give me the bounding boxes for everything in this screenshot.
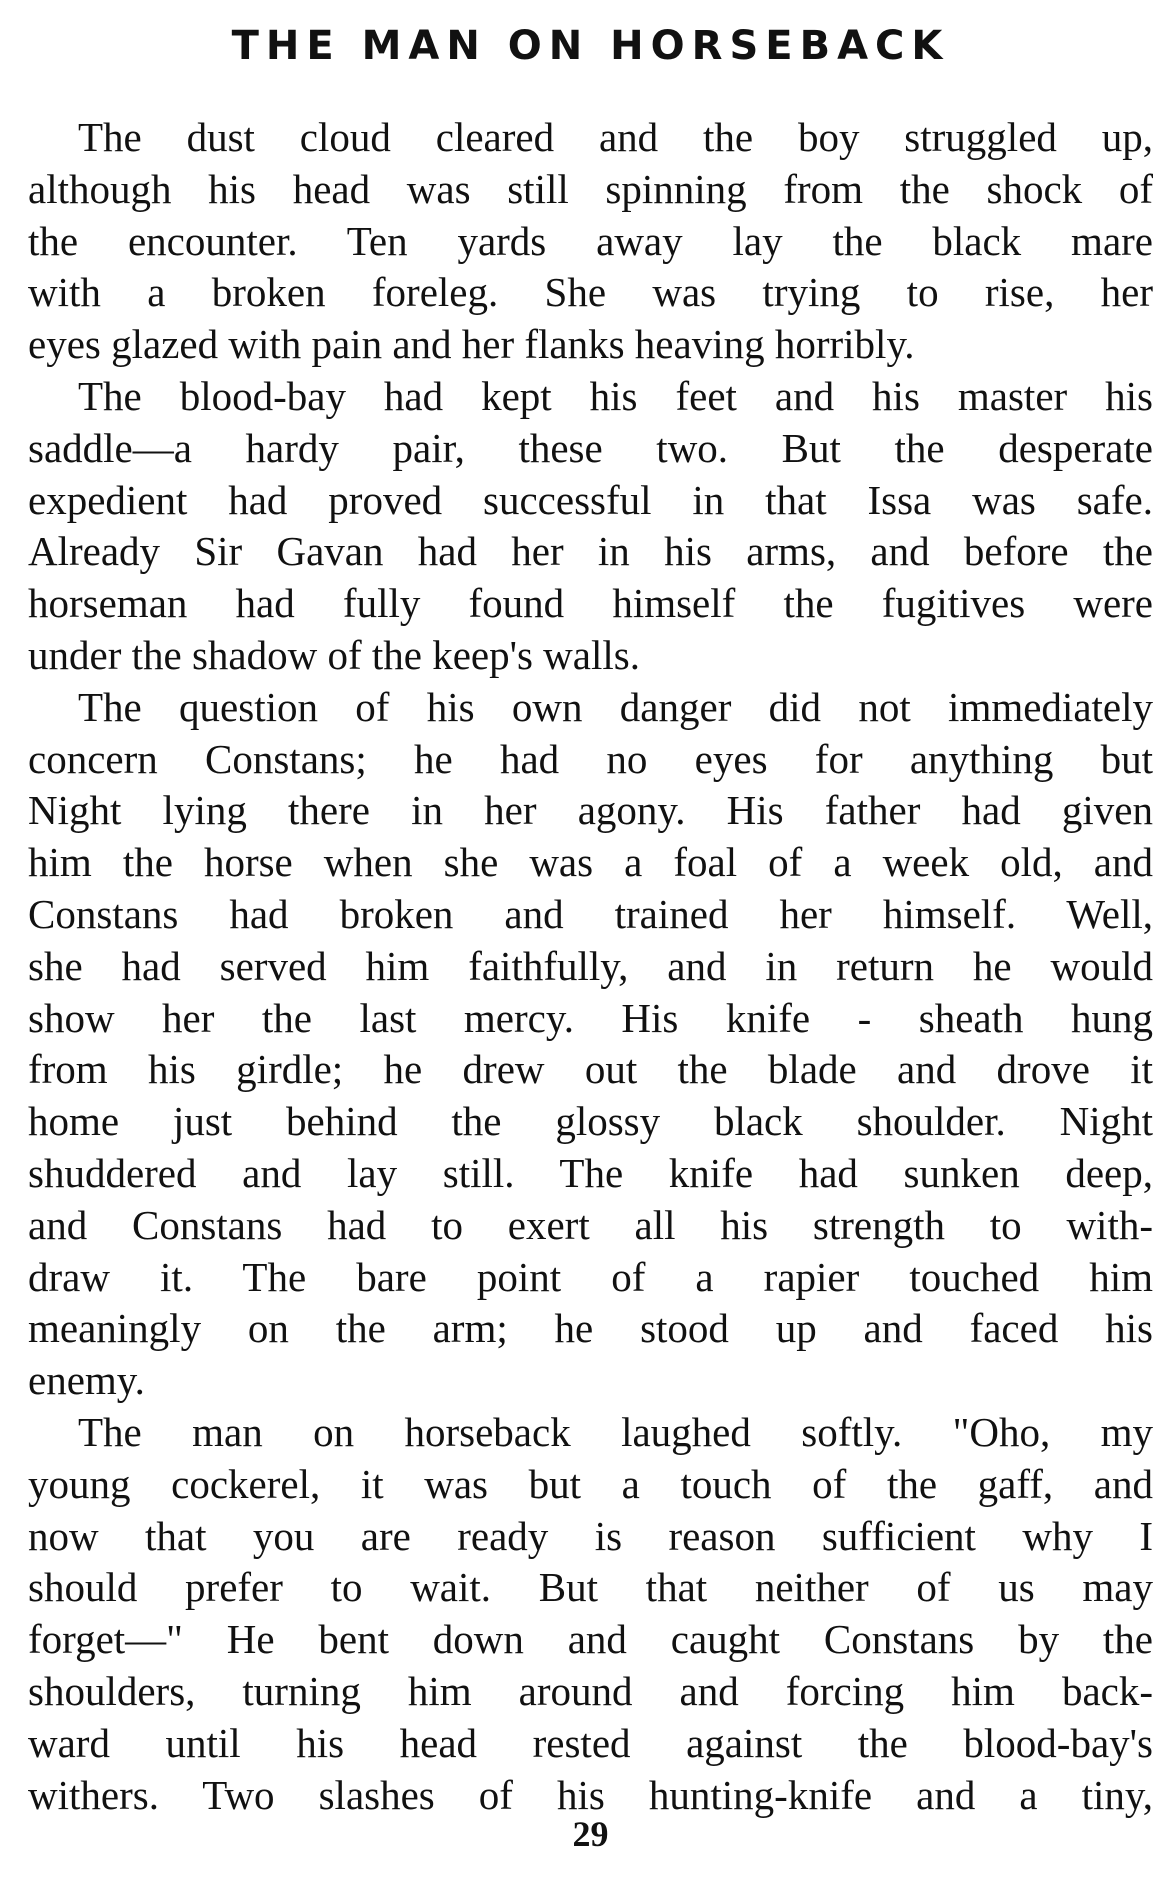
text-line: young cockerel, it was but a touch of the gaff, and (28, 1460, 1153, 1507)
text-line: under the shadow of the keep's walls. (28, 631, 640, 678)
text-line: concern Constans; he had no eyes for anything but (28, 735, 1153, 782)
page-number: 29 (572, 1814, 609, 1854)
text-line: withers. Two slashes of his hunting-knife and a tiny, (28, 1771, 1153, 1818)
text-line: with a broken foreleg. She was trying to rise, her (28, 269, 1153, 316)
text-line: horseman had fully found himself the fugitives were (28, 580, 1153, 627)
text-line: Constans had broken and trained her himself. Well, (28, 890, 1153, 937)
text-line: now that you are ready is reason sufficient why I (28, 1512, 1153, 1559)
text-line: expedient had proved successful in that Issa was safe. (28, 476, 1153, 523)
text-line: although his head was still spinning from the shock of (28, 165, 1153, 212)
text-line: should prefer to wait. But that neither of us may (28, 1564, 1153, 1611)
text-line: Already Sir Gavan had her in his arms, and before the (28, 528, 1153, 575)
text-line: The man on horseback laughed softly. "Oho, my (78, 1408, 1153, 1455)
book-page (28, 0, 1153, 1878)
text-line: Night lying there in her agony. His father had given (28, 787, 1153, 834)
text-line: home just behind the glossy black shoulder. Night (28, 1098, 1153, 1145)
text-line: and Constans had to exert all his strength to with- (28, 1201, 1153, 1248)
text-line: from his girdle; he drew out the blade and drove it (28, 1046, 1153, 1093)
text-line: ward until his head rested against the blood-bay's (28, 1719, 1153, 1766)
running-head: THE MAN ON HORSEBACK (231, 23, 950, 69)
text-line: shoulders, turning him around and forcing him back- (28, 1667, 1153, 1714)
text-line: draw it. The bare point of a rapier touched him (28, 1253, 1153, 1300)
text-line: The blood-bay had kept his feet and his master his (78, 372, 1153, 419)
text-line: The dust cloud cleared and the boy struggled up, (78, 114, 1153, 160)
text-line: eyes glazed with pain and her flanks heaving horribly. (28, 321, 915, 368)
text-line: forget—" He bent down and caught Constans by the (28, 1616, 1153, 1663)
text-line: meaningly on the arm; he stood up and faced his (28, 1305, 1153, 1352)
text-line: show her the last mercy. His knife - sheath hung (28, 994, 1153, 1041)
text-line: she had served him faithfully, and in return he would (28, 942, 1153, 989)
text-line: him the horse when she was a foal of a week old, and (28, 839, 1153, 886)
text-line: shuddered and lay still. The knife had sunken deep, (28, 1149, 1153, 1196)
body-text (28, 112, 1153, 1821)
text-line: saddle—a hardy pair, these two. But the desperate (28, 424, 1153, 471)
text-line: The question of his own danger did not immediately (78, 683, 1153, 730)
text-line: enemy. (28, 1357, 145, 1404)
text-line: the encounter. Ten yards away lay the black mare (28, 217, 1153, 264)
